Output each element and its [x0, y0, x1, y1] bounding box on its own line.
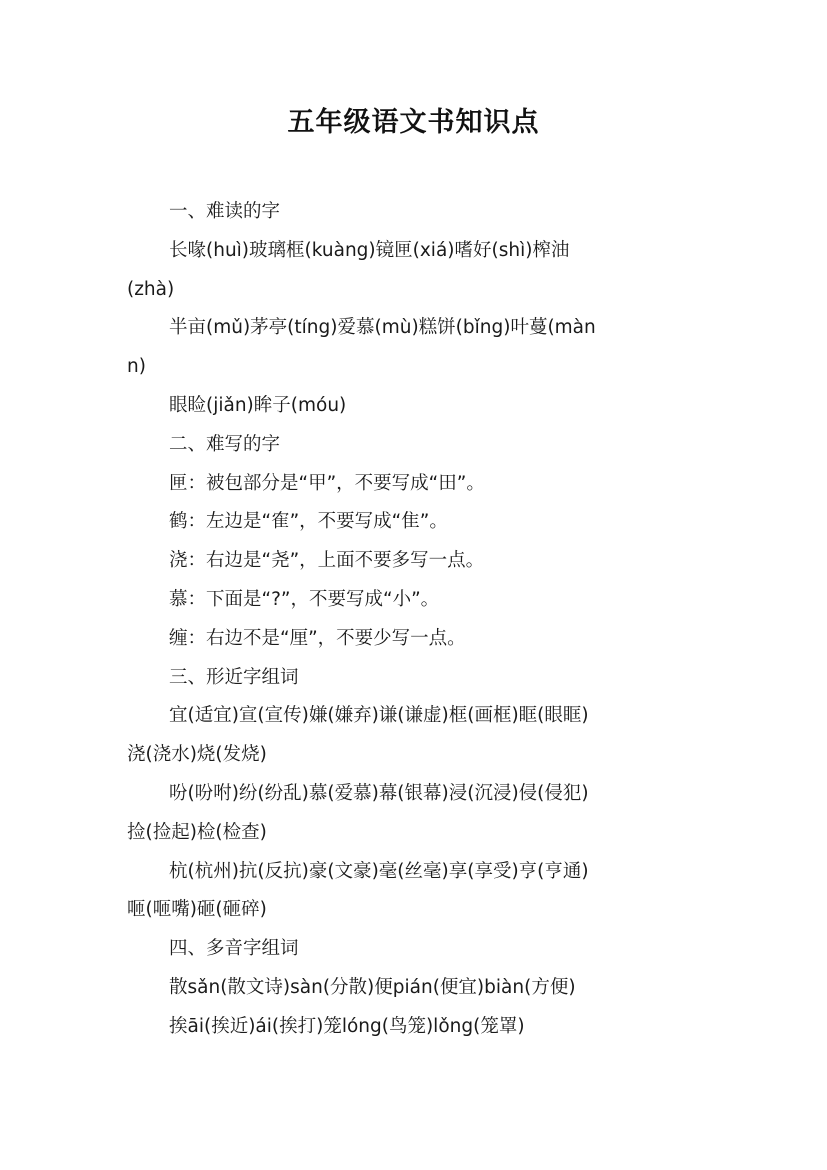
text-line: 浇(浇水)烧(发烧) — [127, 744, 267, 766]
text-line: 慕：下面是“?”，不要写成“小”。 — [169, 588, 440, 610]
text-line: 杭(杭州)抗(反抗)豪(文豪)毫(丝毫)享(享受)亨(亨通) — [169, 860, 589, 882]
text-line: n) — [127, 356, 146, 378]
text-line: 鹤：左边是“隺”，不要写成“隹”。 — [169, 511, 448, 533]
text-line: 散sǎn(散文诗)sàn(分散)便pián(便宜)biàn(方便) — [169, 976, 576, 998]
section-heading: 四、多音字组词 — [169, 938, 299, 960]
document-body — [127, 193, 717, 1047]
text-line: 宜(适宜)宣(宣传)嫌(嫌弃)谦(谦虚)框(画框)眶(眼眶) — [169, 705, 589, 727]
text-line: 眼睑(jiǎn)眸子(móu) — [169, 394, 347, 416]
text-line: 缠：右边不是“厘”，不要少写一点。 — [169, 627, 466, 649]
text-line: 长喙(huì)玻璃框(kuàng)镜匣(xiá)嗜好(shì)榨油 — [169, 239, 570, 261]
text-line: 咂(咂嘴)砸(砸碎) — [127, 899, 267, 921]
page-title: 五年级语文书知识点 — [287, 107, 540, 138]
text-line: 匣：被包部分是“甲”，不要写成“田”。 — [169, 472, 485, 494]
text-line: (zhà) — [127, 278, 175, 300]
section-heading: 三、形近字组词 — [169, 666, 299, 688]
text-line: 半亩(mǔ)茅亭(tíng)爱慕(mù)糕饼(bǐng)叶蔓(màn — [169, 317, 596, 339]
text-line: 浇：右边是“尧”，上面不要多写一点。 — [169, 550, 485, 572]
text-line: 挨āi(挨近)ái(挨打)笼lóng(鸟笼)lǒng(笼罩) — [169, 1015, 525, 1037]
section-heading: 二、难写的字 — [169, 433, 281, 455]
text-line: 吩(吩咐)纷(纷乱)慕(爱慕)幕(银幕)浸(沉浸)侵(侵犯) — [169, 782, 589, 804]
text-line: 捡(捡起)检(检查) — [127, 821, 267, 843]
section-heading: 一、难读的字 — [169, 201, 281, 222]
